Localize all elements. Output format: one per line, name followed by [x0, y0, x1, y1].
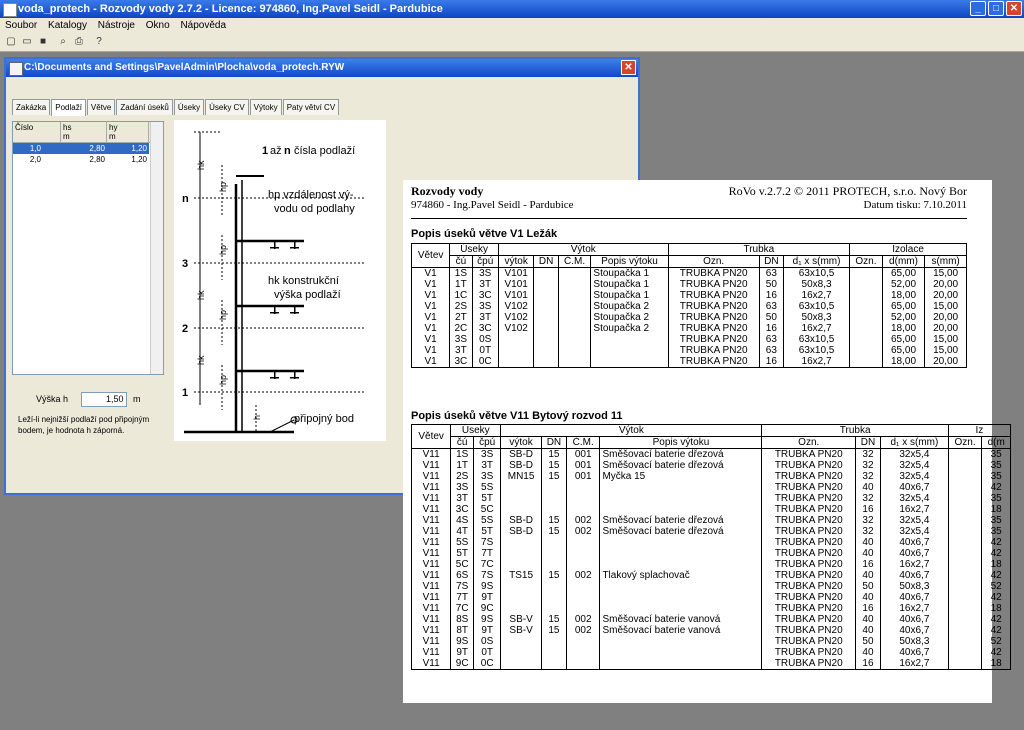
table-row: V1 1S 3S V101 Stoupačka 1 TRUBKA PN20 63 63x10,5 65,00 15,00: [412, 268, 967, 280]
open-folder-icon[interactable]: ▭: [22, 36, 32, 47]
height-row: [36, 392, 141, 407]
save-icon[interactable]: ■: [39, 36, 47, 47]
diag-hp-2: vodu od podlahy: [274, 203, 355, 215]
document-title-bar[interactable]: [6, 59, 638, 77]
menu-napoveda[interactable]: Nápověda: [180, 20, 227, 31]
floor-diagram: [174, 120, 386, 441]
table-row: V11 8T 9T SB-V 15 002 Směšovací baterie vanová TRUBKA PN20 40 40x6,7 42: [412, 625, 1011, 636]
print-preview-icon[interactable]: ⌕: [60, 36, 66, 47]
menu-soubor[interactable]: Soubor: [5, 20, 38, 31]
diag-hk-1: hk konstrukční: [268, 275, 339, 287]
menu-nastroje[interactable]: Nástroje: [97, 20, 135, 31]
report-title: Rozvody vody: [411, 184, 484, 198]
close-button[interactable]: ✕: [1006, 1, 1022, 16]
diag-az: až: [270, 145, 282, 157]
table-row: V11 3S 5S TRUBKA PN20 40 40x6,7 42: [412, 482, 1011, 493]
app-title: voda_protech - Rozvody vody 2.7.2 - Licence: 974860, Ing.Pavel Seidl - Pardubice: [18, 3, 443, 15]
grid-row[interactable]: 2,0 2,80 1,20: [29, 155, 147, 164]
tab-useky-cv[interactable]: Úseky CV: [205, 99, 249, 115]
table-row: V11 5T 7T TRUBKA PN20 40 40x6,7 42: [412, 548, 1011, 559]
height-note: Leží-li nejnižší podlaží pod připojným bodem, je hodnota h záporná.: [18, 415, 150, 435]
table-row: V11 8S 9S SB-V 15 002 Směšovací baterie vanová TRUBKA PN20 40 40x6,7 42: [412, 614, 1011, 625]
table-row: V11 1T 3T SB-D 15 001 Směšovací baterie dřezová TRUBKA PN20 32 32x5,4 35: [412, 460, 1011, 471]
report-copyright: RoVo v.2.7.2 © 2011 PROTECH, s.r.o. Nový Bor: [728, 184, 967, 198]
maximize-button[interactable]: □: [988, 1, 1004, 16]
table-row: V11 3C 5C TRUBKA PN20 16 16x2,7 18: [412, 504, 1011, 515]
app-title-bar[interactable]: [0, 0, 1024, 18]
diag-label-3: 3: [182, 258, 189, 270]
tab-vetve[interactable]: Větve: [87, 99, 115, 115]
tab-paty-vetvi-cv[interactable]: Paty větví CV: [283, 99, 339, 115]
grid-row[interactable]: 1,0 2,80 1,20: [13, 143, 163, 154]
svg-text:hk: hk: [196, 290, 206, 300]
table-row: V1 1C 3C V101 Stoupačka 1 TRUBKA PN20 16 16x2,7 18,00 20,00: [412, 290, 967, 301]
svg-text:hk: hk: [196, 355, 206, 365]
diag-vhk: hk: [196, 160, 206, 170]
table-row: V11 3T 5T TRUBKA PN20 32 32x5,4 35: [412, 493, 1011, 504]
report-header: [411, 184, 967, 219]
report-date: Datum tisku: 7.10.2011: [863, 199, 967, 211]
floor-grid[interactable]: [12, 121, 164, 375]
table-row: V11 7S 9S TRUBKA PN20 50 50x8,3 52: [412, 581, 1011, 592]
document-icon: [9, 62, 23, 76]
col-cislo[interactable]: Číslo: [13, 122, 61, 142]
height-label: Výška h: [36, 394, 69, 404]
app-icon: [3, 3, 17, 17]
table-row: V11 5S 7S TRUBKA PN20 40 40x6,7 42: [412, 537, 1011, 548]
table-row: V1 2T 3T V102 Stoupačka 2 TRUBKA PN20 50 50x8,3 52,00 20,00: [412, 312, 967, 323]
table-row: V1 3S 0S TRUBKA PN20 63 63x10,5 65,00 15,00: [412, 334, 967, 345]
table-row: V11 9C 0C TRUBKA PN20 16 16x2,7 18: [412, 658, 1011, 670]
menu-katalogy[interactable]: Katalogy: [48, 20, 87, 31]
table-row: V11 2S 3S MN15 15 001 Myčka 15 TRUBKA PN20 32 32x5,4 35: [412, 471, 1011, 482]
grid-scrollbar[interactable]: [150, 122, 163, 374]
diag-floors-text: čísla podlaží: [294, 145, 356, 157]
table-row: V11 9S 0S TRUBKA PN20 50 50x8,3 52: [412, 636, 1011, 647]
menu-okno[interactable]: Okno: [145, 20, 170, 31]
section-v1-title: Popis úseků větve V1 Ležák: [411, 228, 558, 240]
height-input[interactable]: 1,50: [81, 392, 127, 407]
report-license: 974860 - Ing.Pavel Seidl - Pardubice: [411, 199, 574, 211]
table-v1: Větev Úseky Výtok Trubka Izolace čú čpú výtok DN Č.M. Popis výtoku Ozn. DN d₁ x s(mm) Ozn. d(mm) s(mm) V1 1S 3S V101 Stoupačka 1 TRUBKA PN20 63 63x10,5 65,00 15,00 V1 1T 3T V101 Stoupačka 1 TRUBKA PN20 50 50x8,3 52,00 20,00 V1 1C 3C V101 Stoupačka 1 TRUBKA PN20 16 16x2,7 18,00 20,00 V1 2S 3S V102 Stoupačka 2 TRUBKA PN20 63 63x10,5 65,00 15,00 V1 2T 3T V102 Stoupačka 2 TRUBKA PN20 50 50x8,3 52,00 20,00 V1 2C 3C V102 Stoupačka 2 TRUBKA PN20 16 16x2,7 18,00 20,00 V1 3S 0S TRUBKA PN20 63 63x10,5 65,00 15,00 V1 3T 0T TRUBKA PN20 63 63x10,5 65,00 15,00 V1 3C 0C TRUBKA PN20 16 16x2,7 18,00 20,00: [411, 243, 967, 368]
new-file-icon[interactable]: ▢: [6, 36, 16, 47]
tab-podlazi[interactable]: Podlaží: [51, 99, 86, 116]
diag-n: n: [284, 145, 291, 157]
svg-text:hp: hp: [218, 244, 228, 255]
table-row: V11 1S 3S SB-D 15 001 Směšovací baterie dřezová TRUBKA PN20 32 32x5,4 35: [412, 449, 1011, 461]
diag-1: 1: [262, 145, 269, 157]
table-row: V11 7T 9T TRUBKA PN20 40 40x6,7 42: [412, 592, 1011, 603]
table-v11: Větev Úseky Výtok Trubka Iz čú čpú výtok DN Č.M. Popis výtoku Ozn. DN d₁ x s(mm) Ozn. d(m V11 1S 3S SB-D 15 001 Směšovací baterie dřezová TRUBKA PN20 32 32x5,4 35 V11 1T 3T SB-D 15 001 Směšovací baterie dřezová TRUBKA PN20 32 32x5,4 35 V11 2S 3S MN15 15 001 Myčka 15 TRUBKA PN20 32 32x5,4 35 V11 3S 5S TRUBKA PN20 40 40x6,7 42 V11 3T 5T TRUBKA PN20 32 32x5,4 35 V11 3C 5C TRUBKA PN20 16 16x2,7 18 V11 4S 5S SB-D 15 002 Směšovací baterie dřezová TRUBKA PN20 32 32x5,4 35 V11 4T 5T SB-D 15 002 Směšovací baterie dřezová TRUBKA PN20 32 32x5,4 35 V11 5S 7S TRUBKA PN20 40 40x6,7 42 V11 5T 7T TRUBKA PN20 40 40x6,7 42 V11 5C 7C TRUBKA PN20 16 16x2,7 18 V11 6S 7S TS15 15 002 Tlakový splachovač TRUBKA PN20 40 40x6,7 42 V11 7S 9S TRUBKA PN20 50 50x8,3 52 V11 7T 9T TRUBKA PN20 40 40x6,7 42 V11 7C 9C TRUBKA PN20 16 16x2,7 18 V11 8S 9S SB-V 15 002 Směšovací baterie vanová TRUBKA PN20 40 40x6,7 42 V11 8T 9T SB-V 15 002 Směšovací baterie vanová TRUBKA PN20 40 40x6,7 42 V11 9S 0S TRUBKA PN20 50 50x8,3 52 V11 9T 0T TRUBKA PN20 40 40x6,7 42 V11 9C 0C TRUBKA PN20 16 16x2,7 18: [411, 424, 1011, 670]
toolbar: [0, 33, 1024, 52]
diag-vhp: hp: [218, 181, 228, 192]
tab-vytoky[interactable]: Výtoky: [250, 99, 282, 115]
table-row: V1 1T 3T V101 Stoupačka 1 TRUBKA PN20 50 50x8,3 52,00 20,00: [412, 279, 967, 290]
table-row: V1 3C 0C TRUBKA PN20 16 16x2,7 18,00 20,00: [412, 356, 967, 368]
diag-label-2: 2: [182, 323, 189, 335]
diag-hk-2: výška podlaží: [274, 289, 341, 301]
table-row: V11 6S 7S TS15 15 002 Tlakový splachovač TRUBKA PN20 40 40x6,7 42: [412, 570, 1011, 581]
help-icon[interactable]: ?: [96, 36, 102, 47]
menu-bar: [0, 18, 1024, 33]
table-row: V11 5C 7C TRUBKA PN20 16 16x2,7 18: [412, 559, 1011, 570]
grid-header: [13, 122, 163, 143]
table-row: V1 3T 0T TRUBKA PN20 63 63x10,5 65,00 15,00: [412, 345, 967, 356]
section-v11-title: Popis úseků větve V11 Bytový rozvod 11: [411, 410, 623, 422]
minimize-button[interactable]: _: [970, 1, 986, 16]
height-unit: m: [133, 394, 141, 404]
svg-text:hp: hp: [218, 309, 228, 320]
diag-label-n: n: [182, 193, 189, 205]
document-path: C:\Documents and Settings\PavelAdmin\Plocha\voda_protech.RYW: [24, 62, 345, 73]
tab-zakazka[interactable]: Zakázka: [12, 99, 50, 115]
tab-zadani-useku[interactable]: Zadání úseků: [116, 99, 172, 115]
table-row: V11 9T 0T TRUBKA PN20 40 40x6,7 42: [412, 647, 1011, 658]
col-hs[interactable]: hs m: [61, 122, 107, 142]
table-row: V11 4S 5S SB-D 15 002 Směšovací baterie dřezová TRUBKA PN20 32 32x5,4 35: [412, 515, 1011, 526]
tab-strip: [12, 99, 340, 115]
diag-connect-point: připojný bod: [294, 413, 354, 425]
document-close-button[interactable]: ✕: [621, 60, 636, 75]
diag-hp-1: hp vzdálenost vý-: [268, 189, 354, 201]
table-row: V1 2S 3S V102 Stoupačka 2 TRUBKA PN20 63 63x10,5 65,00 15,00: [412, 301, 967, 312]
table-row: V1 2C 3C V102 Stoupačka 2 TRUBKA PN20 16 16x2,7 18,00 20,00: [412, 323, 967, 334]
print-icon[interactable]: ⎙: [75, 36, 83, 47]
table-row: V11 7C 9C TRUBKA PN20 16 16x2,7 18: [412, 603, 1011, 614]
table-row: V11 4T 5T SB-D 15 002 Směšovací baterie dřezová TRUBKA PN20 32 32x5,4 35: [412, 526, 1011, 537]
diag-label-1: 1: [182, 387, 189, 399]
report-preview: [403, 180, 1005, 703]
svg-text:hp: hp: [218, 374, 228, 385]
col-hy[interactable]: hy m: [107, 122, 149, 142]
diag-vh: h: [252, 414, 262, 420]
tab-useky[interactable]: Úseky: [174, 99, 204, 115]
